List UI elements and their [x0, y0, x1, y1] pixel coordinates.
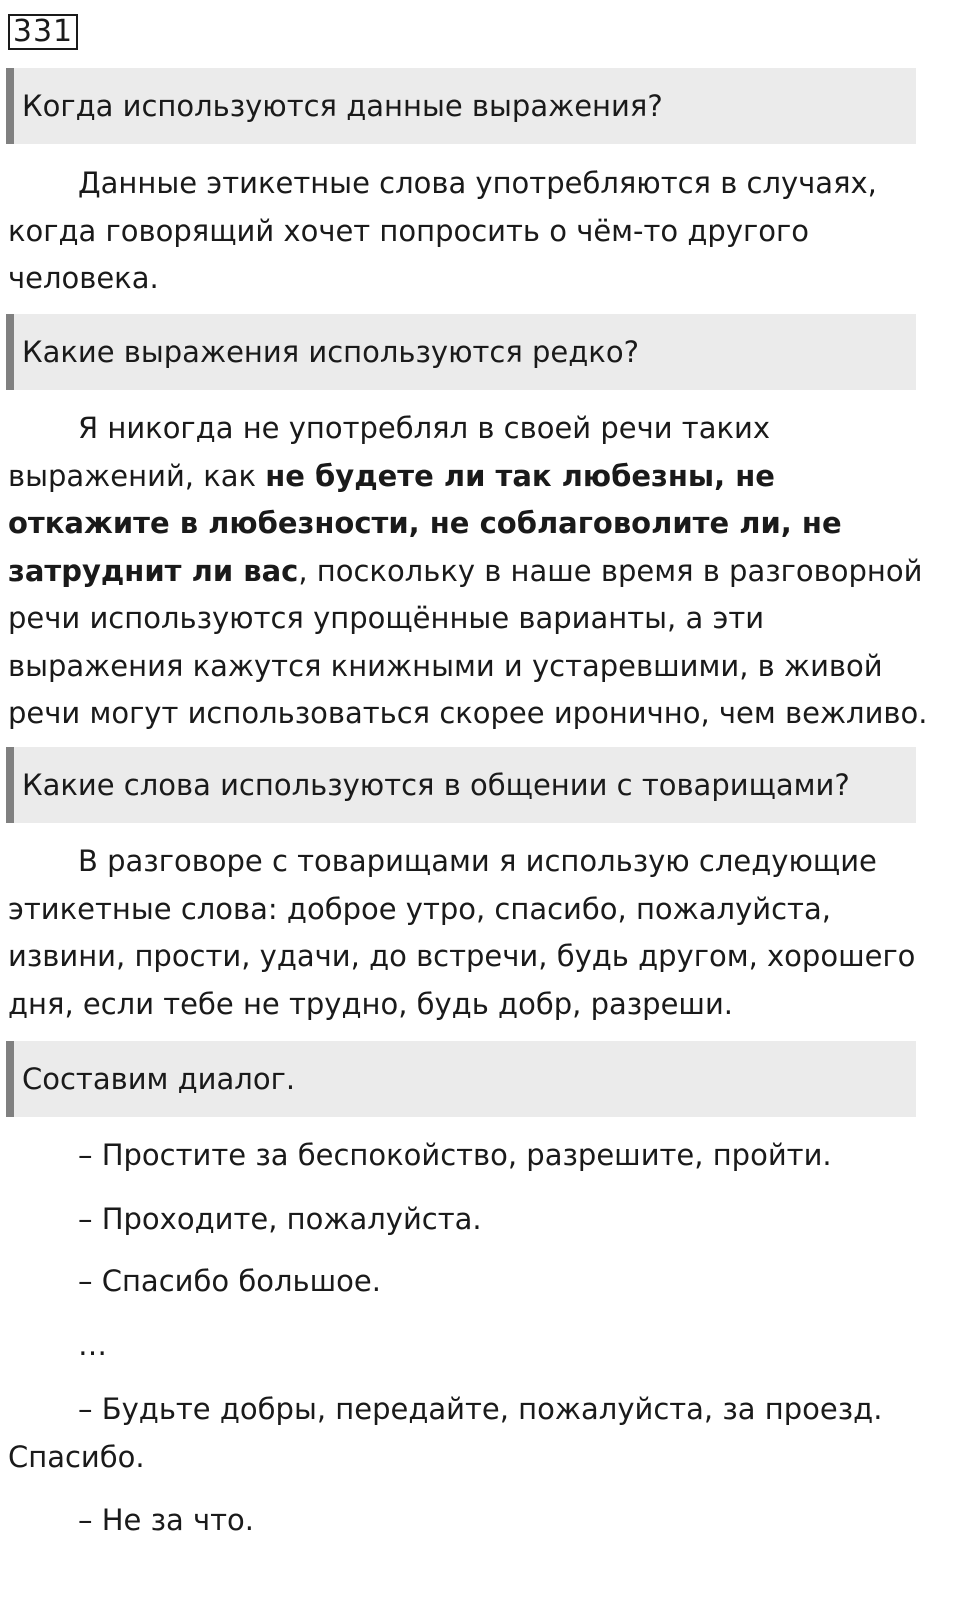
question-heading-3: Какие слова используются в общении с товарищами?	[6, 747, 916, 823]
answer-text-after: , поскольку в наше время в разговорной речи используются упрощённые варианты, а эти выражения кажутся книжными и устаревшими, в живой речи могут использоваться скорее иронично, чем вежливо.	[8, 553, 928, 730]
question-heading-4: Составим диалог.	[6, 1041, 916, 1117]
answer-paragraph-2	[8, 405, 933, 738]
answer-paragraph-1: Данные этикетные слова употребляются в случаях, когда говорящий хочет попросить о чём-то другого человека.	[8, 166, 877, 295]
question-heading-2: Какие выражения используются редко?	[6, 314, 916, 390]
answer-text-before: Я никогда не употреблял в своей речи таких выражений, как	[8, 411, 770, 493]
answer-bold-expressions: не будете ли так любезны, не откажите в любезности, не соблаговолите ли, не затруднит ли вас	[8, 458, 842, 588]
dialogue-line: – Простите за беспокойство, разрешите, пройти.	[78, 1138, 832, 1172]
dialogue-line: – Не за что.	[78, 1503, 254, 1537]
task-number-box: 331	[8, 14, 78, 50]
dialogue-line: – Проходите, пожалуйста.	[78, 1202, 482, 1236]
question-heading-1: Когда используются данные выражения?	[6, 68, 916, 144]
dialogue-line: …	[78, 1328, 107, 1362]
answer-paragraph-3: В разговоре с товарищами я использую следующие этикетные слова: доброе утро, спасибо, пожалуйста, извини, прости, удачи, до встречи, будь другом, хорошего дня, если тебе не трудно, будь добр, разреши.	[8, 844, 916, 1021]
dialogue-line: – Спасибо большое.	[78, 1264, 381, 1298]
dialogue-line: – Будьте добры, передайте, пожалуйста, за проезд. Спасибо.	[8, 1392, 883, 1474]
